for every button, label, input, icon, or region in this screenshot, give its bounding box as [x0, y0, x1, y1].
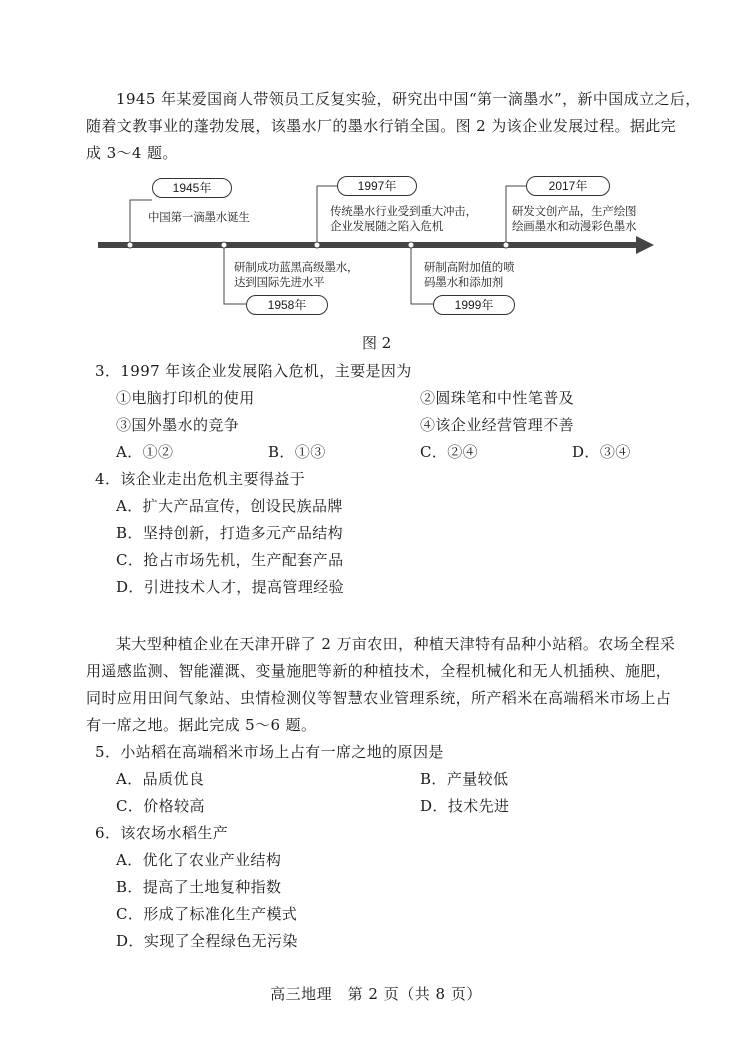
event-dot-1997: [314, 242, 320, 248]
question-4-option-d: D．引进技术人才，提高管理经验: [116, 578, 345, 596]
intro2-line-4: 有一席之地。据此完成 5～6 题。: [86, 716, 317, 734]
event-text-2017-line-2: 绘画墨水和动漫彩色墨水: [512, 219, 637, 233]
timeline-axis: [98, 242, 638, 248]
question-4-option-a: A．扩大产品宣传，创设民族品牌: [116, 497, 343, 515]
timeline-arrowhead: [636, 236, 654, 254]
question-3-option-b: B．①③: [268, 443, 326, 461]
event-text-1958-line-2: 达到国际先进水平: [234, 275, 325, 289]
page-footer: 高三地理 第 2 页（共 8 页）: [270, 985, 482, 1003]
event-text-2017: [512, 204, 636, 234]
question-3-option-d: D．③④: [572, 443, 631, 461]
event-dot-1999: [408, 242, 414, 248]
intro2-line-2: 用遥感监测、智能灌溉、变量施肥等新的种植技术，全程机械化和无人机插秧、施肥，: [86, 662, 672, 680]
intro2-line-1: 某大型种植企业在天津开辟了 2 万亩农田，种植天津特有品种小站稻。农场全程采: [116, 635, 676, 653]
timeline-figure: [0, 170, 752, 330]
question-4-stem: 4．该企业走出危机主要得益于: [95, 470, 306, 488]
intro1-line-1: 1945 年某爱国商人带领员工反复实验，研究出中国“第一滴墨水”，新中国成立之后，: [116, 90, 701, 108]
year-label-1997: 1997年: [337, 176, 417, 196]
intro2-line-3: 同时应用田间气象站、虫情检测仪等智慧农业管理系统，所产稻米在高端稻米市场上占: [86, 689, 672, 707]
year-label-1999: 1999年: [433, 295, 515, 315]
question-4-option-c: C．抢占市场先机，生产配套产品: [116, 551, 344, 569]
event-text-1999: [424, 260, 514, 290]
question-3-item-2: ②圆珠笔和中性笔普及: [420, 389, 575, 407]
question-6-option-d: D．实现了全程绿色无污染: [116, 932, 298, 950]
event-text-1997-line-1: 传统墨水行业受到重大冲击，: [330, 204, 477, 218]
question-3-option-a: A．①②: [116, 443, 174, 461]
year-label-2017: 2017年: [526, 176, 610, 196]
event-text-1958-line-1: 研制成功蓝黑高级墨水，: [234, 260, 359, 274]
event-dot-1958: [221, 242, 227, 248]
question-6-option-a: A．优化了农业产业结构: [116, 851, 282, 869]
figure-caption: 图 2: [362, 334, 392, 352]
year-label-1945: 1945年: [152, 178, 232, 198]
event-text-1945-line-1: 中国第一滴墨水诞生: [148, 210, 250, 224]
intro1-line-3: 成 3～4 题。: [86, 144, 178, 162]
event-text-1997: [330, 204, 477, 234]
question-6-stem: 6．该农场水稻生产: [95, 824, 229, 842]
event-text-1945: [148, 210, 250, 225]
question-3-option-c: C．②④: [420, 443, 479, 461]
question-3-item-4: ④该企业经营管理不善: [420, 416, 575, 434]
question-5-option-d: D．技术先进: [420, 797, 510, 815]
event-text-1997-line-2: 企业发展随之陷入危机: [330, 219, 443, 233]
event-text-2017-line-1: 研发文创产品，生产绘图: [512, 204, 637, 218]
question-6-option-c: C．形成了标准化生产模式: [116, 905, 298, 923]
year-label-1958: 1958年: [246, 295, 328, 315]
question-5-option-a: A．品质优良: [116, 770, 205, 788]
event-text-1999-line-1: 研制高附加值的喷: [424, 260, 515, 274]
question-3-stem: 3．1997 年该企业发展陷入危机，主要是因为: [95, 362, 412, 380]
question-4-option-b: B．坚持创新，打造多元产品结构: [116, 524, 344, 542]
question-6-option-b: B．提高了土地复种指数: [116, 878, 282, 896]
intro1-line-2: 随着文教事业的蓬勃发展，该墨水厂的墨水行销全国。图 2 为该企业发展过程。据此完: [86, 117, 677, 135]
question-5-stem: 5．小站稻在高端稻米市场上占有一席之地的原因是: [95, 743, 444, 761]
question-3-item-1: ①电脑打印机的使用: [116, 389, 255, 407]
question-5-option-b: B．产量较低: [420, 770, 509, 788]
event-dot-1945: [127, 242, 133, 248]
question-3-item-3: ③国外墨水的竞争: [116, 416, 240, 434]
event-dot-2017: [503, 242, 509, 248]
event-text-1999-line-2: 码墨水和添加剂: [424, 275, 504, 289]
event-text-1958: [234, 260, 358, 290]
question-5-option-c: C．价格较高: [116, 797, 205, 815]
